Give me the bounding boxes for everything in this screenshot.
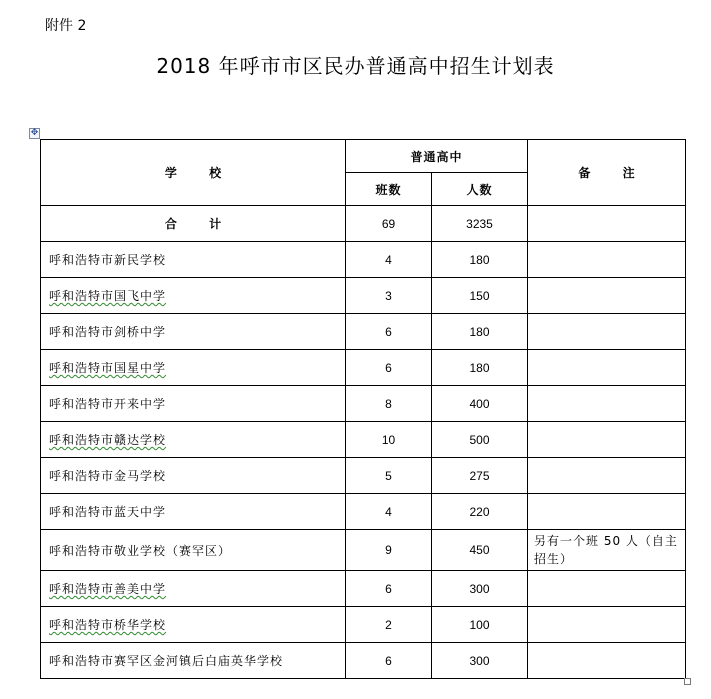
table-row [41,278,686,314]
attachment-label: 附件 2 [45,18,87,34]
school-name-cell [41,350,346,386]
classes-cell: 6 [346,314,432,350]
remark-cell: 另有一个班 50 人（自主招生） [528,530,686,571]
remark-cell [528,607,686,643]
remark-cell [528,278,686,314]
classes-cell: 10 [346,422,432,458]
total-row [41,206,686,242]
people-cell: 300 [432,643,528,679]
school-name-cell [41,571,346,607]
people-cell: 220 [432,494,528,530]
school-name-text: 呼和浩特市国星中学 [49,361,167,375]
header-row-top [41,140,686,173]
people-cell: 180 [432,350,528,386]
table-row [41,494,686,530]
table-row [41,571,686,607]
remark-cell [528,458,686,494]
people-cell: 180 [432,242,528,278]
school-column-header: 学 校 [41,140,346,206]
people-cell: 150 [432,278,528,314]
people-column-header: 人数 [432,173,528,206]
school-name-cell: 呼和浩特市蓝天中学 [41,494,346,530]
classes-cell: 6 [346,350,432,386]
classes-cell: 6 [346,571,432,607]
table-row [41,643,686,679]
school-name-cell [41,607,346,643]
school-name-cell: 呼和浩特市敬业学校（赛罕区） [41,530,346,571]
remark-cell [528,242,686,278]
remark-column-header: 备 注 [528,140,686,206]
table-row [41,386,686,422]
people-cell: 450 [432,530,528,571]
school-name-text: 呼和浩特市赣达学校 [49,433,167,447]
enrollment-plan-table [40,139,686,679]
school-name-cell [41,278,346,314]
classes-cell: 6 [346,643,432,679]
school-name-cell: 呼和浩特市剑桥中学 [41,314,346,350]
table-resize-handle[interactable] [684,678,691,685]
people-cell: 300 [432,571,528,607]
remark-cell [528,350,686,386]
table-row [41,458,686,494]
table-row [41,350,686,386]
classes-cell: 8 [346,386,432,422]
classes-cell: 9 [346,530,432,571]
school-name-text: 呼和浩特市善美中学 [49,582,167,596]
remark-cell [528,314,686,350]
people-cell: 100 [432,607,528,643]
regular-high-school-header: 普通高中 [346,140,528,173]
total-classes: 69 [346,206,432,242]
classes-cell: 4 [346,494,432,530]
classes-cell: 4 [346,242,432,278]
table-row [41,422,686,458]
school-name-cell: 呼和浩特市金马学校 [41,458,346,494]
table-row [41,314,686,350]
table-row [41,607,686,643]
document-title: 2018 年呼市市区民办普通高中招生计划表 [156,54,555,78]
remark-cell [528,422,686,458]
table-row [41,242,686,278]
remark-cell [528,643,686,679]
school-name-text: 呼和浩特市桥华学校 [49,618,167,632]
people-cell: 500 [432,422,528,458]
remark-cell [528,571,686,607]
school-name-text: 呼和浩特市国飞中学 [49,289,167,303]
total-people: 3235 [432,206,528,242]
people-cell: 180 [432,314,528,350]
table-move-handle-icon[interactable]: ✥ [30,128,39,138]
remark-cell [528,494,686,530]
classes-column-header: 班数 [346,173,432,206]
classes-cell: 5 [346,458,432,494]
classes-cell: 2 [346,607,432,643]
total-remark [528,206,686,242]
table-row [41,530,686,571]
classes-cell: 3 [346,278,432,314]
total-label: 合 计 [41,206,346,242]
school-name-cell: 呼和浩特市新民学校 [41,242,346,278]
people-cell: 275 [432,458,528,494]
school-name-cell [41,422,346,458]
school-name-cell: 呼和浩特市开来中学 [41,386,346,422]
people-cell: 400 [432,386,528,422]
school-name-cell: 呼和浩特市赛罕区金河镇后白庙英华学校 [41,643,346,679]
remark-cell [528,386,686,422]
